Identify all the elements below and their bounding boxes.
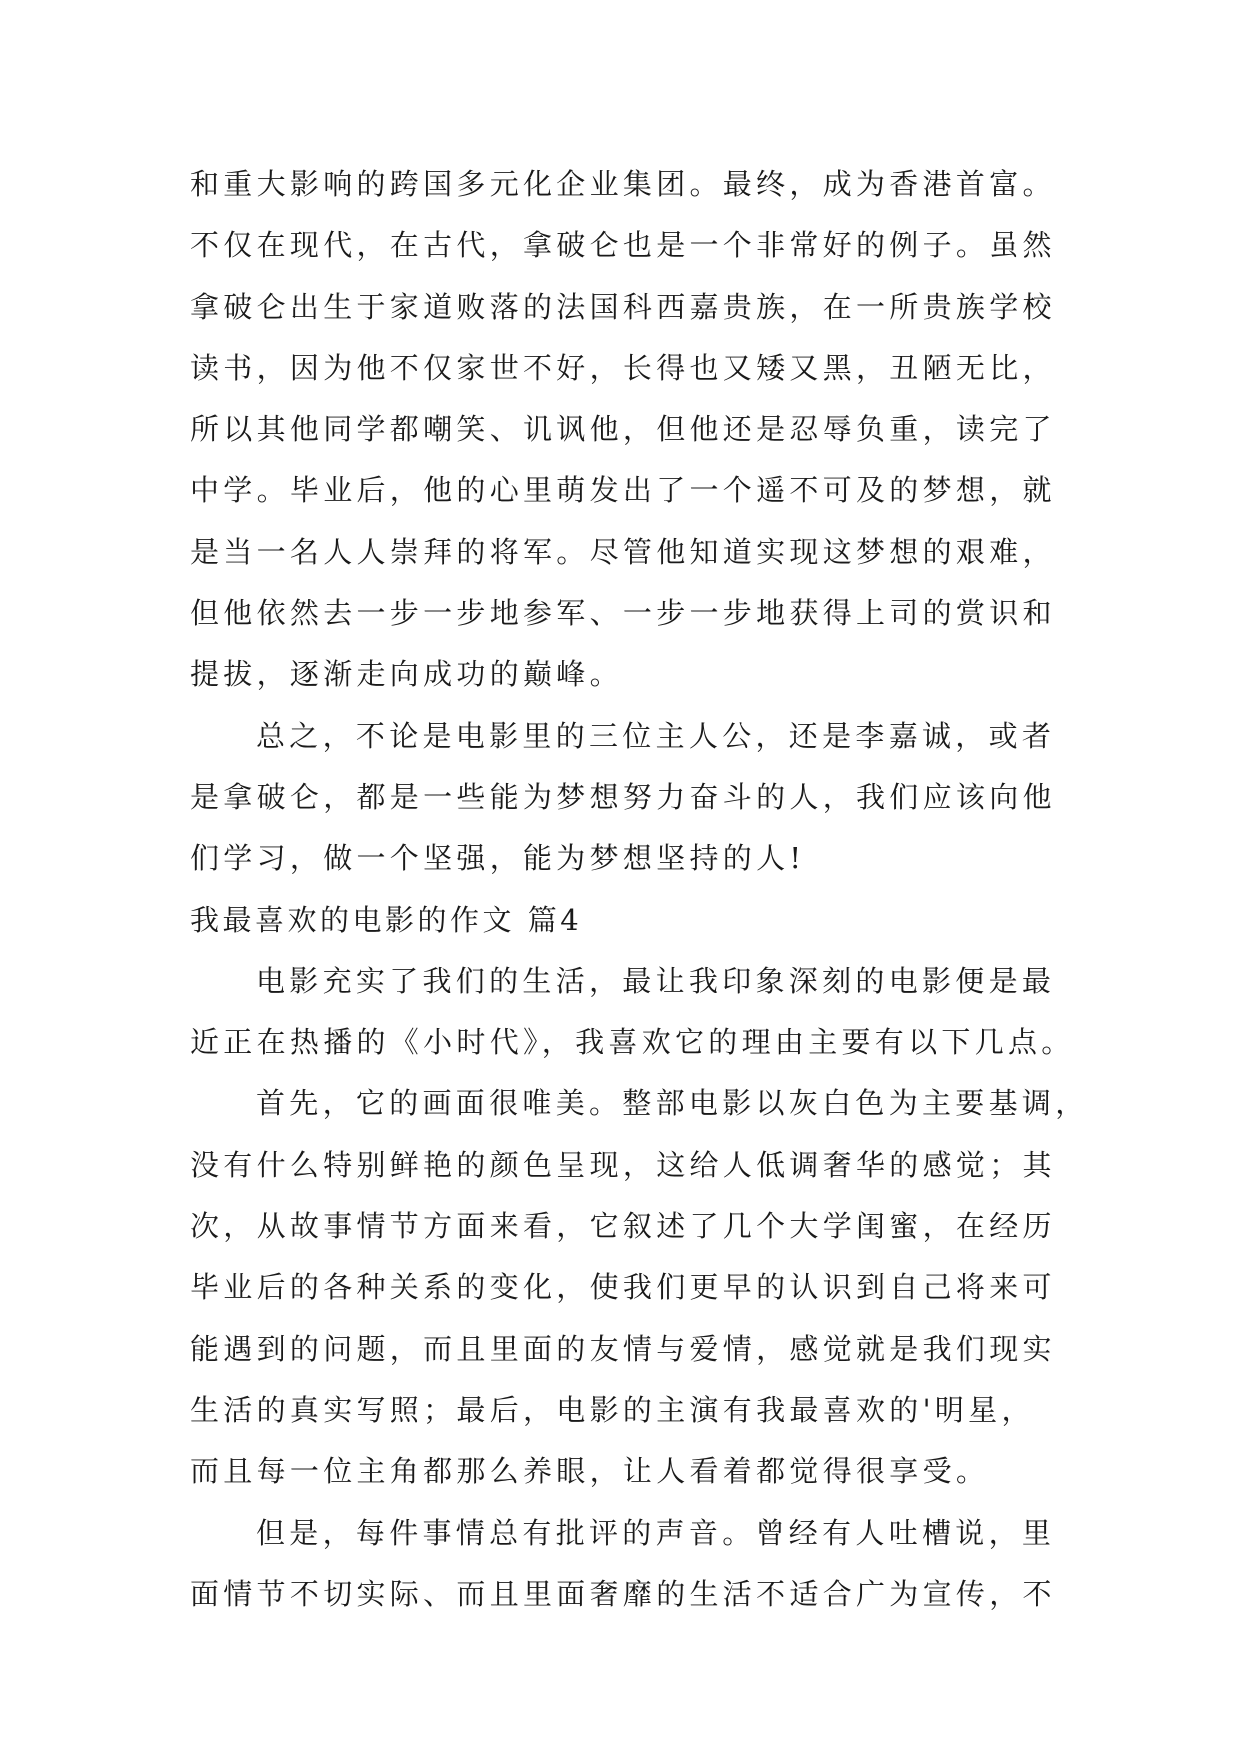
paragraph-first-line: 电影充实了我们的生活，最让我印象深刻的电影便是最	[256, 963, 1056, 998]
section-heading: 我最喜欢的电影的作文 篇4	[190, 902, 583, 937]
text-line: 拿破仑出生于家道败落的法国科西嘉贵族，在一所贵族学校	[190, 289, 1056, 324]
text-line: 但他依然去一步一步地参军、一步一步地获得上司的赏识和	[190, 596, 1056, 631]
text-line: 而且每一位主角都那么养眼，让人看着都觉得很享受。	[190, 1454, 990, 1489]
text-line: 是当一名人人崇拜的将军。尽管他知道实现这梦想的艰难，	[190, 534, 1056, 569]
text-line: 提拔，逐渐走向成功的巅峰。	[190, 657, 623, 692]
text-line: 们学习，做一个坚强，能为梦想坚持的人!	[190, 841, 806, 876]
text-line: 次，从故事情节方面来看，它叙述了几个大学闺蜜，在经历	[190, 1209, 1056, 1244]
text-line: 没有什么特别鲜艳的颜色呈现，这给人低调奢华的感觉；其	[190, 1147, 1056, 1182]
text-line: 所以其他同学都嘲笑、讥讽他，但他还是忍辱负重，读完了	[190, 412, 1056, 447]
document-body	[190, 154, 1089, 1625]
paragraph-first-line: 首先，它的画面很唯美。整部电影以灰白色为主要基调，	[256, 1086, 1089, 1121]
text-line: 是拿破仑，都是一些能为梦想努力奋斗的人，我们应该向他	[190, 779, 1056, 814]
text-line: 生活的真实写照；最后，电影的主演有我最喜欢的'明星，	[190, 1392, 1035, 1427]
text-line: 能遇到的问题，而且里面的友情与爱情，感觉就是我们现实	[190, 1331, 1056, 1366]
text-line: 近正在热播的《小时代》，我喜欢它的理由主要有以下几点。	[190, 1025, 1075, 1060]
paragraph-first-line: 但是，每件事情总有批评的声音。曾经有人吐槽说，里	[256, 1515, 1056, 1550]
text-line: 面情节不切实际、而且里面奢靡的生活不适合广为宣传，不	[190, 1576, 1056, 1611]
text-line: 毕业后的各种关系的变化，使我们更早的认识到自己将来可	[190, 1270, 1056, 1305]
text-line: 读书，因为他不仅家世不好，长得也又矮又黑，丑陋无比，	[190, 350, 1056, 385]
text-line: 不仅在现代，在古代，拿破仑也是一个非常好的例子。虽然	[190, 228, 1056, 263]
paragraph-first-line: 总之，不论是电影里的三位主人公，还是李嘉诚，或者	[256, 718, 1056, 753]
text-line: 和重大影响的跨国多元化企业集团。最终，成为香港首富。	[190, 167, 1056, 201]
text-line: 中学。毕业后，他的心里萌发出了一个遥不可及的梦想，就	[190, 473, 1056, 508]
